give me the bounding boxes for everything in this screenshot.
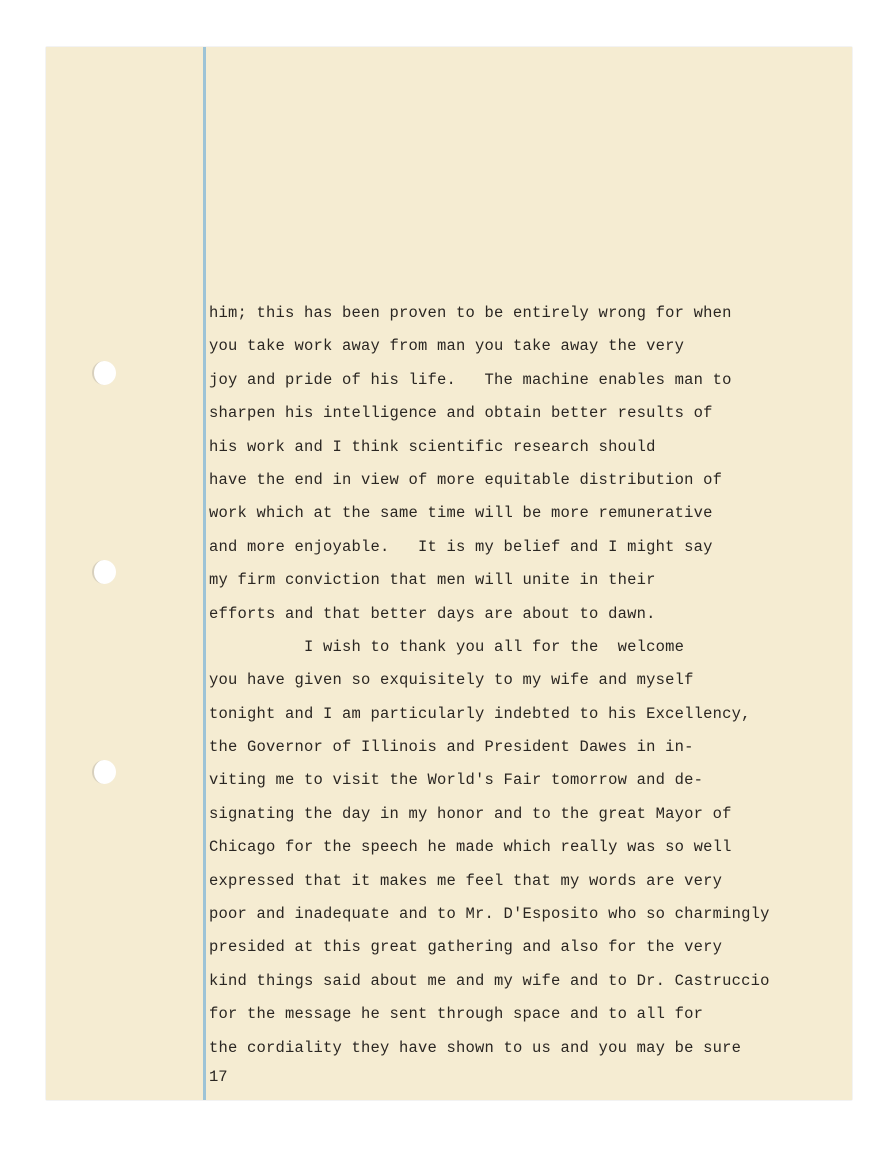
text-line: poor and inadequate and to Mr. D'Esposito who so charmingly — [209, 905, 770, 924]
text-line: work which at the same time will be more remunerative — [209, 504, 713, 523]
text-line: sharpen his intelligence and obtain better results of — [209, 404, 713, 423]
text-line: viting me to visit the World's Fair tomorrow and de- — [209, 771, 704, 790]
text-line: efforts and that better days are about to dawn. — [209, 604, 656, 623]
punch-hole-icon — [92, 361, 116, 385]
text-line: Chicago for the speech he made which really was so well — [209, 838, 732, 857]
text-line: for the message he sent through space and to all for — [209, 1005, 704, 1024]
punch-hole-icon — [92, 560, 116, 584]
text-line: my firm conviction that men will unite in their — [209, 571, 656, 590]
page-number: 17 — [209, 1068, 228, 1086]
text-line: kind things said about me and my wife and to Dr. Castruccio — [209, 971, 770, 990]
body-text — [209, 297, 849, 1065]
text-line: you take work away from man you take away the very — [209, 337, 685, 356]
text-line: signating the day in my honor and to the great Mayor of — [209, 804, 732, 823]
text-line: expressed that it makes me feel that my words are very — [209, 871, 723, 890]
text-line: joy and pride of his life. The machine enables man to — [209, 370, 732, 389]
text-line: presided at this great gathering and also for the very — [209, 938, 723, 957]
text-line: and more enjoyable. It is my belief and I might say — [209, 537, 713, 556]
text-line: have the end in view of more equitable distribution of — [209, 470, 723, 489]
punch-hole-icon — [92, 760, 116, 784]
text-line: I wish to thank you all for the welcome — [209, 637, 685, 656]
typewritten-page — [46, 47, 852, 1100]
text-line: the Governor of Illinois and President Dawes in in- — [209, 738, 694, 757]
text-line: you have given so exquisitely to my wife and myself — [209, 671, 694, 690]
text-line: tonight and I am particularly indebted to his Excellency, — [209, 704, 751, 723]
text-line: him; this has been proven to be entirely wrong for when — [209, 304, 732, 322]
text-line: the cordiality they have shown to us and you may be sure — [209, 1038, 742, 1057]
margin-rule-line — [203, 47, 206, 1100]
text-line: his work and I think scientific research should — [209, 437, 656, 456]
